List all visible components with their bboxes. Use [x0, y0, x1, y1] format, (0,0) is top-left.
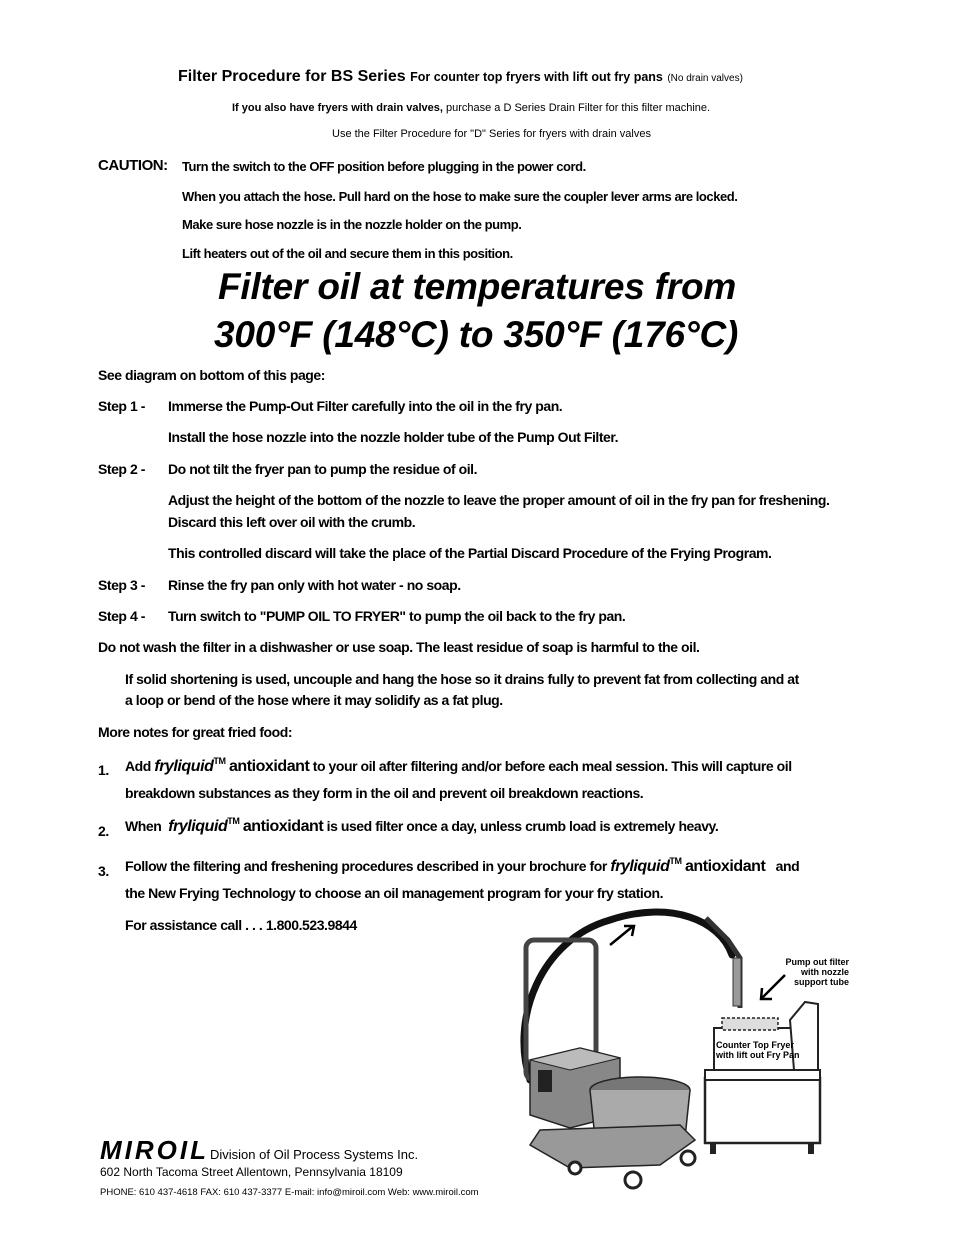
note-3-line1 [125, 858, 799, 876]
soap-warning: Do not wash the filter in a dishwasher or use soap. The least residue of soap is harmful to the oil. [98, 639, 700, 655]
step-label: Step 2 - [98, 461, 145, 477]
step-text: Install the hose nozzle into the nozzle holder tube of the Pump Out Filter. [168, 429, 619, 445]
note-number: 1. [98, 762, 109, 778]
header-title-line [178, 68, 743, 86]
label-fryer-line: with lift out Fry Pan [716, 1050, 800, 1060]
note-1-line1 [125, 758, 792, 776]
caution-label: CAUTION: [98, 157, 168, 174]
note-text: When [125, 818, 162, 834]
cart-wheel [569, 1162, 581, 1174]
headline-line1: Filter oil at temperatures from [218, 266, 737, 307]
caution-item: When you attach the hose. Pull hard on the hose to make sure the coupler lever arms are locked. [182, 189, 738, 204]
step-text: Adjust the height of the bottom of the nozzle to leave the proper amount of oil in the fry pan for freshening. [168, 492, 830, 508]
more-notes-heading: More notes for great fried food: [98, 724, 293, 740]
nozzle-tube [733, 958, 741, 1006]
brand-tm: TM [227, 816, 240, 826]
note-number: 2. [98, 823, 109, 839]
step-text: Turn switch to "PUMP OIL TO FRYER" to pump the oil back to the fry pan. [168, 608, 626, 624]
brand-name: fryliquid [168, 818, 228, 835]
cart-base [530, 1125, 695, 1168]
note-number: 3. [98, 863, 109, 879]
note-text: to your oil after filtering and/or before each meal session. This will capture oil [309, 758, 792, 774]
note-3-line2: the New Frying Technology to choose an oil management program for your fry station. [125, 885, 664, 901]
miroil-logo [100, 1135, 209, 1166]
caution-item: Lift heaters out of the oil and secure them in this position. [182, 246, 513, 261]
step-text: Discard this left over oil with the crumb. [168, 514, 416, 530]
caution-item: Make sure hose nozzle is in the nozzle holder on the pump. [182, 217, 522, 232]
header-subtitle: For counter top fryers with lift out fry pans [410, 70, 663, 84]
step-text: This controlled discard will take the place of the Partial Discard Procedure of the Frying Program. [168, 545, 772, 561]
brand-word: antioxidant [228, 758, 310, 775]
footer-address: 602 North Tacoma Street Allentown, Pennsylvania 18109 [100, 1165, 403, 1179]
step-label: Step 4 - [98, 608, 145, 624]
note-text: is used filter once a day, unless crumb load is extremely heavy. [323, 818, 719, 834]
arrow-to-filter-icon [761, 975, 785, 999]
note-2-line1 [125, 818, 718, 836]
footer-division: Division of Oil Process Systems Inc. [210, 1147, 419, 1162]
header-title: Filter Procedure for BS Series [178, 68, 406, 85]
assistance-phone: For assistance call . . . 1.800.523.9844 [125, 917, 357, 933]
brand-tm: TM [213, 756, 226, 766]
header-line2 [232, 102, 710, 114]
brand-word: antioxidant [684, 858, 766, 875]
label-filter-line: with nozzle [801, 967, 849, 977]
footer-contact: PHONE: 610 437-4618 FAX: 610 437-3377 E-mail: info@miroil.com Web: www.miroil.com [100, 1187, 479, 1198]
note-text: Add [125, 758, 151, 774]
step-text: Immerse the Pump-Out Filter carefully into the oil in the fry pan. [168, 398, 563, 414]
step-label: Step 1 - [98, 398, 145, 414]
brand-word: antioxidant [242, 818, 324, 835]
filter-machine-diagram [500, 900, 849, 1200]
step-text: Rinse the fry pan only with hot water - no soap. [168, 577, 461, 593]
note-1-line2: breakdown substances as they form in the oil and prevent oil breakdown reactions. [125, 785, 644, 801]
step-label: Step 3 - [98, 577, 145, 593]
note-text: and [775, 858, 800, 874]
header-subtitle-note: (No drain valves) [667, 73, 743, 84]
brand-name: fryliquid [610, 858, 670, 875]
fryer-base [705, 1078, 820, 1143]
see-diagram: See diagram on bottom of this page: [98, 367, 325, 383]
label-filter-line: Pump out filter [785, 957, 849, 967]
brand-tm: TM [669, 856, 682, 866]
logo-wordmark: MIROIL [100, 1135, 209, 1165]
headline-line2: 300°F (148°C) to 350°F (176°C) [214, 314, 739, 355]
note-text: Follow the filtering and freshening procedures described in your brochure for [125, 858, 607, 874]
cart-wheel [681, 1151, 695, 1165]
label-fryer-line: Counter Top Fryer [716, 1040, 794, 1050]
label-filter-line: support tube [794, 977, 849, 987]
cart-wheel [625, 1172, 641, 1188]
arrow-up-icon [610, 926, 634, 945]
brand-name: fryliquid [154, 758, 214, 775]
solid-note-line2: a loop or bend of the hose where it may solidify as a fat plug. [125, 692, 503, 708]
header-line2-bold: If you also have fryers with drain valves, [232, 102, 443, 114]
header-line2-rest: purchase a D Series Drain Filter for this filter machine. [442, 102, 711, 114]
header-line3: Use the Filter Procedure for "D" Series for fryers with drain valves [332, 128, 651, 140]
caution-item: Turn the switch to the OFF position before plugging in the power cord. [182, 159, 586, 174]
solid-note-line1: If solid shortening is used, uncouple and hang the hose so it drains fully to prevent fat from collecting and at [125, 671, 799, 687]
step-text: Do not tilt the fryer pan to pump the residue of oil. [168, 461, 478, 477]
